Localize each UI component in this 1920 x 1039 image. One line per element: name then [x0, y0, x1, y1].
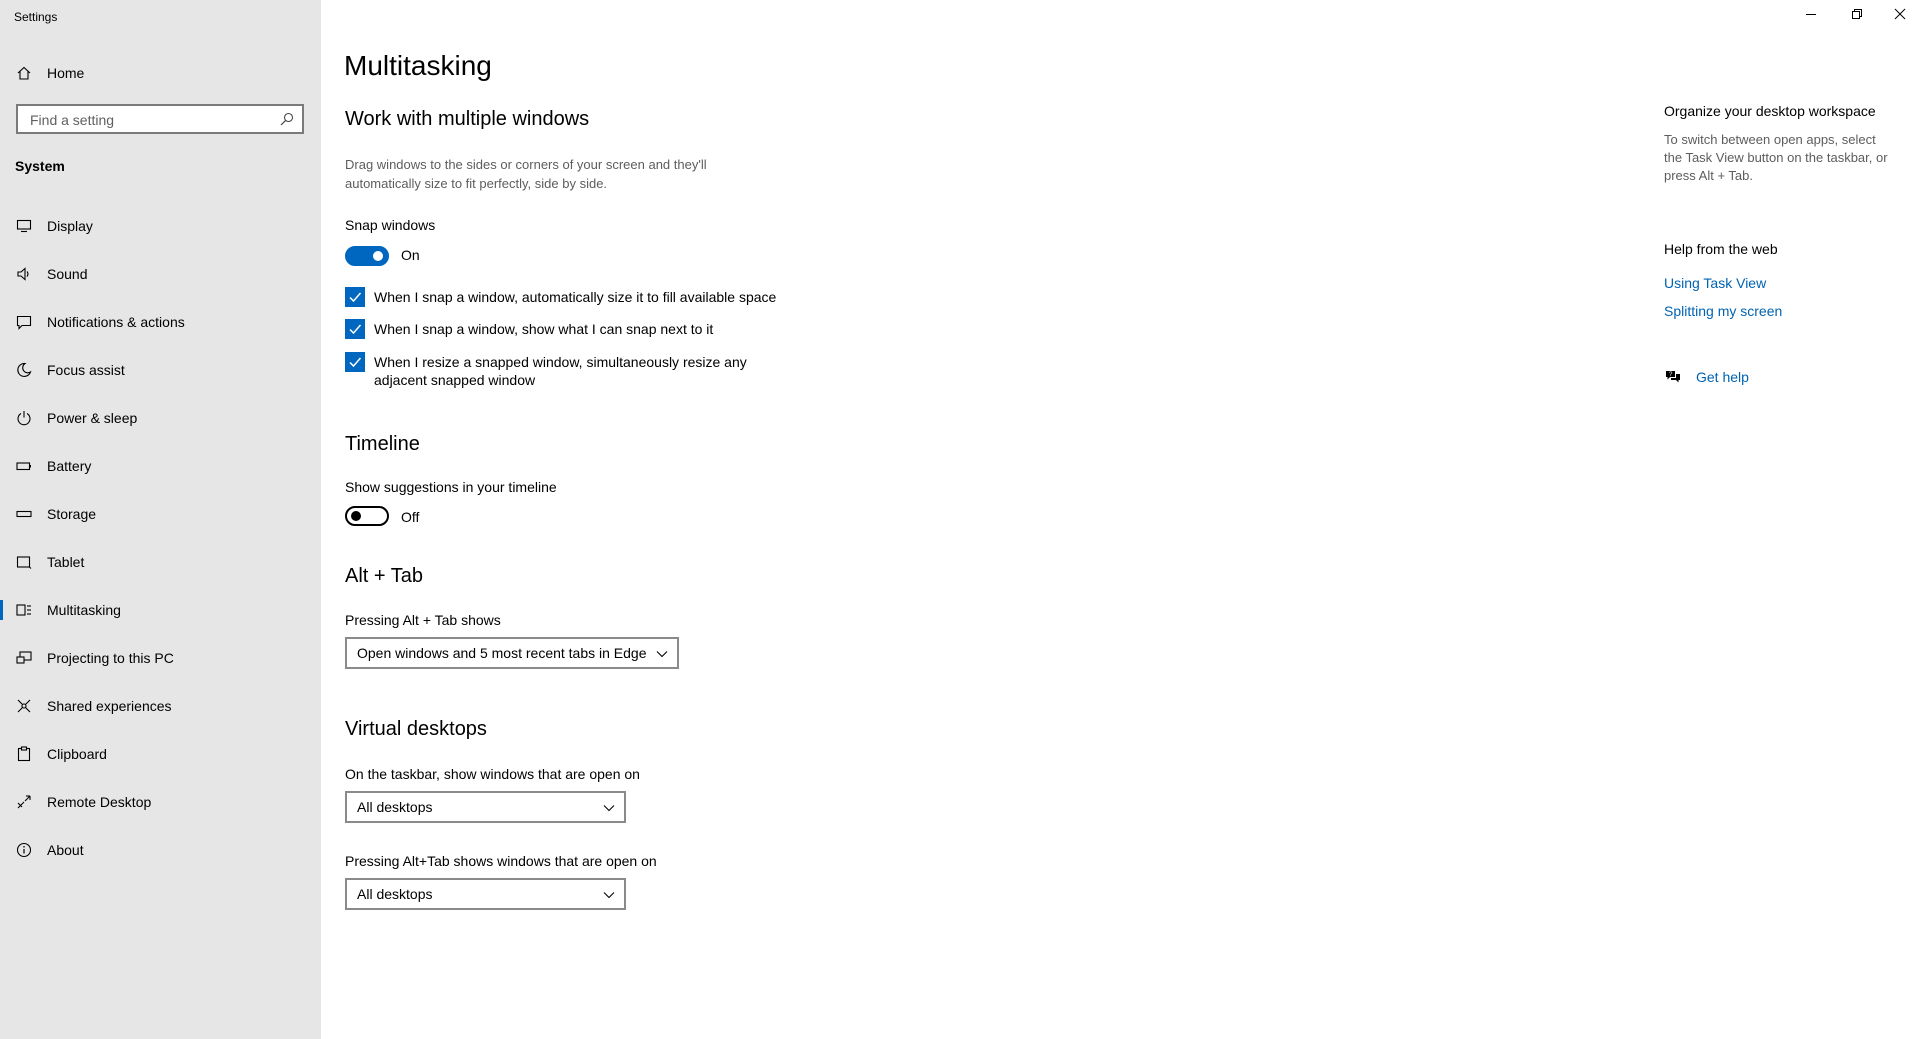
sidebar-item-label: Multitasking [47, 602, 121, 618]
sidebar-item-label: Clipboard [47, 746, 107, 762]
remote-desktop-icon [16, 794, 32, 810]
checkmark-icon [348, 290, 362, 304]
minimize-button[interactable] [1788, 0, 1834, 32]
windows-description: Drag windows to the sides or corners of your screen and they'll automatically size to fit perfectly, side by side. [345, 157, 707, 191]
checkbox-label: When I snap a window, show what I can snap next to it [374, 321, 714, 337]
checkmark-icon [348, 355, 362, 369]
timeline-suggestions-state: Off [401, 509, 420, 525]
search-icon[interactable] [280, 112, 294, 126]
section-heading-alt-tab: Alt + Tab [345, 565, 424, 587]
about-icon [16, 842, 32, 858]
sidebar-item-label: Power & sleep [47, 410, 138, 426]
link-splitting-screen[interactable]: Splitting my screen [1664, 303, 1783, 319]
snap-windows-toggle[interactable] [345, 246, 389, 266]
checkmark-icon [348, 322, 362, 336]
taskbar-windows-label: On the taskbar, show windows that are open on [345, 766, 640, 782]
sidebar-item-display[interactable] [0, 206, 321, 246]
snap-windows-state: On [401, 247, 420, 263]
battery-icon [16, 458, 32, 474]
sidebar-item-shared-experiences[interactable] [0, 686, 321, 726]
fill-space-checkbox[interactable] [345, 287, 365, 307]
chevron-down-icon [602, 888, 616, 900]
sidebar-item-remote-desktop[interactable] [0, 782, 321, 822]
sidebar-item-label: Storage [47, 506, 97, 522]
show-next-checkbox[interactable] [345, 319, 365, 339]
dropdown-value: Open windows and 5 most recent tabs in Edge [357, 645, 647, 661]
sidebar-item-label: Notifications & actions [47, 314, 185, 330]
snap-option-fill-space [345, 287, 794, 307]
display-icon [16, 218, 32, 234]
toggle-knob [373, 251, 383, 261]
sidebar-item-label: About [47, 842, 84, 858]
restore-icon [1851, 7, 1863, 25]
get-help-label: Get help [1696, 369, 1749, 385]
clipboard-icon [16, 746, 32, 762]
resize-adjacent-checkbox[interactable] [345, 352, 365, 372]
sidebar-item-battery[interactable] [0, 446, 321, 486]
sidebar-item-tablet[interactable] [0, 542, 321, 582]
close-button[interactable] [1880, 0, 1920, 32]
sound-icon [16, 266, 32, 282]
sidebar-item-about[interactable] [0, 830, 321, 870]
minimize-icon [1805, 7, 1817, 25]
svg-text:?: ? [1669, 372, 1673, 378]
tablet-icon [16, 554, 32, 570]
timeline-suggestions-toggle[interactable] [345, 506, 389, 526]
get-help-link[interactable] [1664, 368, 1749, 386]
sidebar [0, 0, 321, 1039]
help-web-heading: Help from the web [1664, 241, 1778, 257]
section-heading-timeline: Timeline [345, 433, 420, 455]
storage-icon [16, 506, 32, 522]
app-title: Settings [14, 10, 58, 24]
sidebar-item-label: Focus assist [47, 362, 125, 378]
sidebar-item-label: Shared experiences [47, 698, 172, 714]
restore-button[interactable] [1834, 0, 1880, 32]
sidebar-item-clipboard[interactable] [0, 734, 321, 774]
organize-text: To switch between open apps, select the Task View button on the taskbar, or press Alt + Tab. [1664, 132, 1888, 183]
organize-heading: Organize your desktop workspace [1664, 103, 1876, 119]
home-icon [16, 65, 32, 81]
toggle-knob [351, 511, 361, 521]
sidebar-item-label: Sound [47, 266, 88, 282]
close-icon [1894, 7, 1906, 25]
dropdown-value: All desktops [357, 886, 433, 902]
focus-assist-icon [16, 362, 32, 378]
get-help-icon [1664, 368, 1682, 386]
timeline-suggestions-label: Show suggestions in your timeline [345, 479, 557, 495]
dropdown-value: All desktops [357, 799, 433, 815]
taskbar-windows-dropdown[interactable] [345, 791, 626, 823]
sidebar-item-projecting[interactable] [0, 638, 321, 678]
snap-option-resize-adjacent [345, 352, 774, 389]
sidebar-item-label: Tablet [47, 554, 85, 570]
multitasking-icon [16, 602, 32, 618]
checkbox-label: When I resize a snapped window, simultaneously resize any adjacent snapped window [374, 354, 747, 388]
checkbox-label: When I snap a window, automatically size it to fill available space [374, 289, 777, 305]
sidebar-item-label: Display [47, 218, 93, 234]
notifications-icon [16, 314, 32, 330]
sidebar-section-heading: System [15, 158, 65, 174]
alt-tab-desktops-label: Pressing Alt+Tab shows windows that are open on [345, 853, 657, 869]
sidebar-item-label: Home [47, 65, 85, 81]
sidebar-item-home[interactable] [0, 53, 321, 93]
chevron-down-icon [655, 647, 669, 659]
power-icon [16, 410, 32, 426]
projecting-icon [16, 650, 32, 666]
main-content [344, 0, 1644, 1039]
sidebar-item-sound[interactable] [0, 254, 321, 294]
alt-tab-dropdown[interactable] [345, 637, 679, 669]
sidebar-item-storage[interactable] [0, 494, 321, 534]
search-input[interactable] [28, 106, 272, 134]
section-heading-virtual-desktops: Virtual desktops [345, 718, 487, 740]
sidebar-item-label: Battery [47, 458, 92, 474]
snap-option-show-next [345, 319, 794, 339]
alt-tab-label: Pressing Alt + Tab shows [345, 612, 501, 628]
sidebar-item-label: Projecting to this PC [47, 650, 174, 666]
sidebar-item-focus-assist[interactable] [0, 350, 321, 390]
snap-windows-label: Snap windows [345, 217, 436, 233]
sidebar-item-multitasking[interactable] [0, 590, 321, 630]
page-title: Multitasking [344, 50, 492, 81]
chevron-down-icon [602, 801, 616, 813]
alt-tab-desktops-dropdown[interactable] [345, 878, 626, 910]
link-using-task-view[interactable]: Using Task View [1664, 275, 1767, 291]
sidebar-item-label: Remote Desktop [47, 794, 152, 810]
shared-experiences-icon [16, 698, 32, 714]
sidebar-item-notifications[interactable] [0, 302, 321, 342]
sidebar-item-power-sleep[interactable] [0, 398, 321, 438]
search-box [16, 104, 304, 134]
section-heading-windows: Work with multiple windows [345, 108, 590, 130]
